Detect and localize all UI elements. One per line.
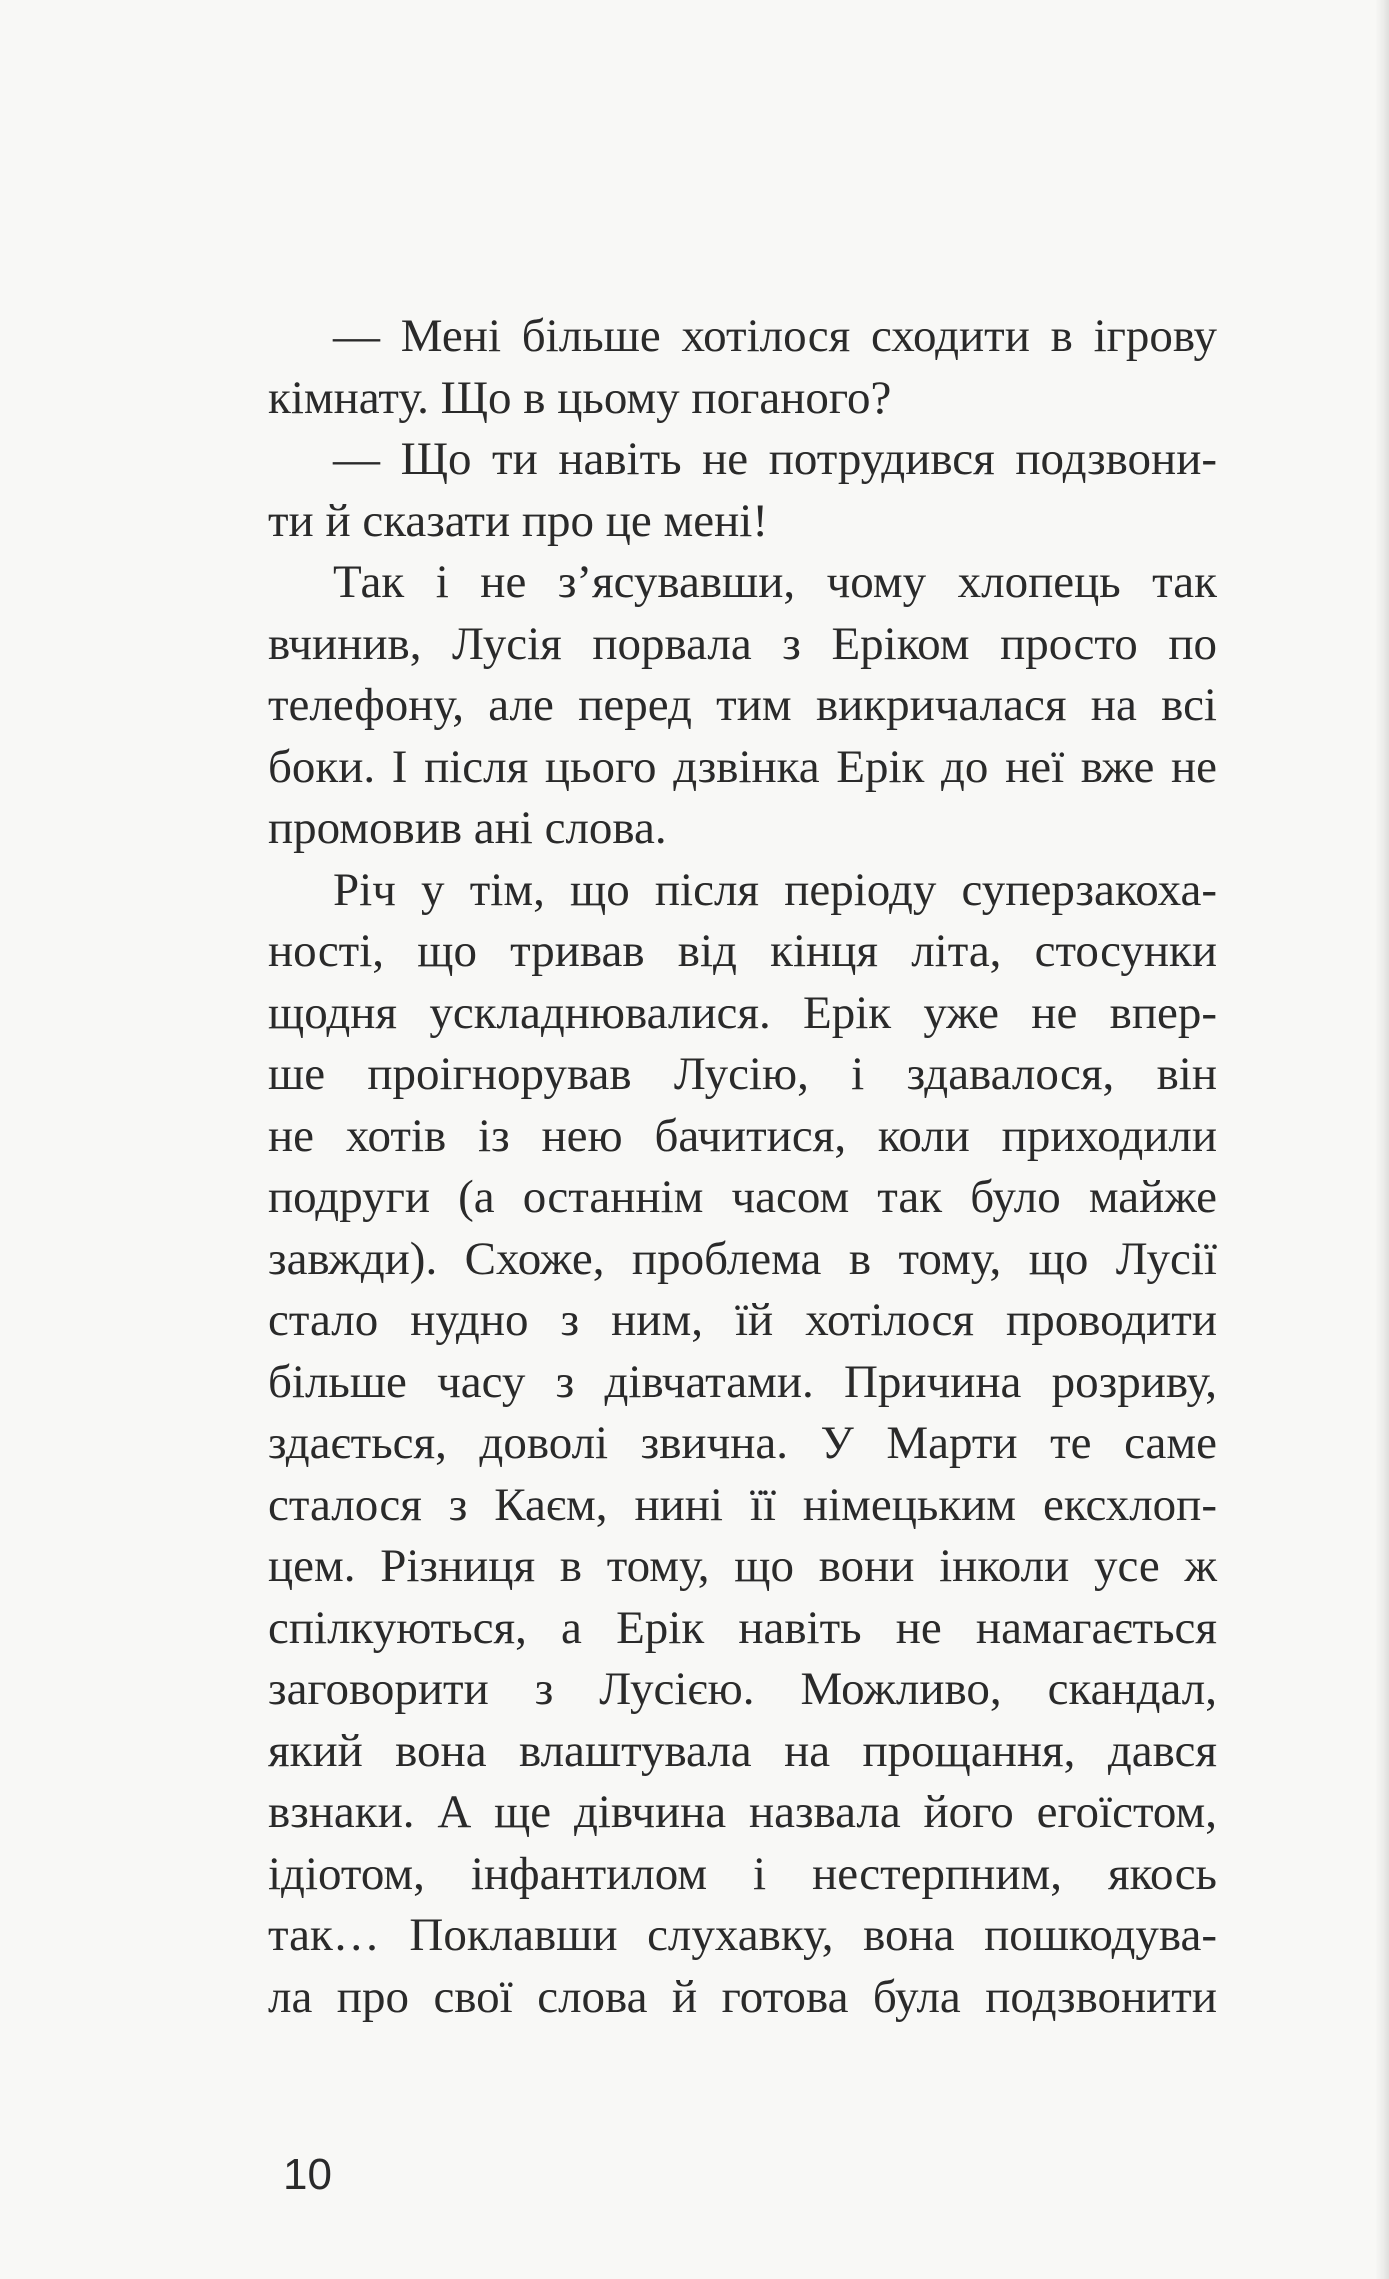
text-line: промовив ані слова. [268,802,667,854]
text-line: ла про свої слова й готова була подзвонити [268,1970,1217,2023]
text-line: так… Поклавши слухавку, вона пошкодува- [268,1909,1217,1961]
text-line: — Мені більше хотілося сходити в ігрову [333,310,1217,362]
text-line: стало нудно з ним, їй хотілося проводити [268,1294,1217,1346]
text-line: вчинив, Лусія порвала з Еріком просто по [268,617,1217,670]
page-number: 10 [283,2150,332,2199]
text-line: більше часу з дівчатами. Причина розриву, [268,1355,1217,1408]
text-line: ти й сказати про це мені! [268,494,768,547]
body-text [268,306,1217,2028]
text-line: заговорити з Лусією. Можливо, скандал, [268,1663,1217,1715]
text-line: Так і не з’ясувавши, чому хлопець так [333,556,1217,608]
text-line: щодня ускладнювалися. Ерік уже не впер- [268,986,1217,1039]
text-line: ності, що тривав від кінця літа, стосунки [268,925,1217,977]
text-line: кімнату. Що в цьому поганого? [268,371,892,424]
text-line: який вона влаштувала на прощання, дався [268,1724,1217,1777]
text-line: не хотів із нею бачитися, коли приходили [268,1109,1217,1162]
text-line: подруги (а останнім часом так було майже [268,1171,1217,1223]
text-line: телефону, але перед тим викричалася на всі [268,679,1217,731]
text-line: Річ у тім, що після періоду суперзакоха- [333,863,1217,916]
text-line: — Що ти навіть не потрудився подзвони- [333,433,1217,485]
text-line: ше проігнорував Лусію, і здавалося, він [268,1048,1217,1100]
text-line: сталося з Каєм, нині її німецьким ексхлоп- [268,1478,1217,1531]
text-line: завжди). Схоже, проблема в тому, що Лусії [268,1232,1217,1285]
text-line: цем. Різниця в тому, що вони інколи усе ж [268,1540,1217,1592]
text-line: ідіотом, інфантилом і нестерпним, якось [268,1847,1217,1900]
text-line: боки. І після цього дзвінка Ерік до неї вже не [268,740,1217,793]
text-line: здається, доволі звична. У Марти те саме [268,1417,1217,1469]
text-line: спілкуються, а Ерік навіть не намагається [268,1601,1217,1654]
page-edge-shadow [1375,0,1389,2279]
text-line: взнаки. А ще дівчина назвала його егоїстом, [268,1786,1217,1838]
